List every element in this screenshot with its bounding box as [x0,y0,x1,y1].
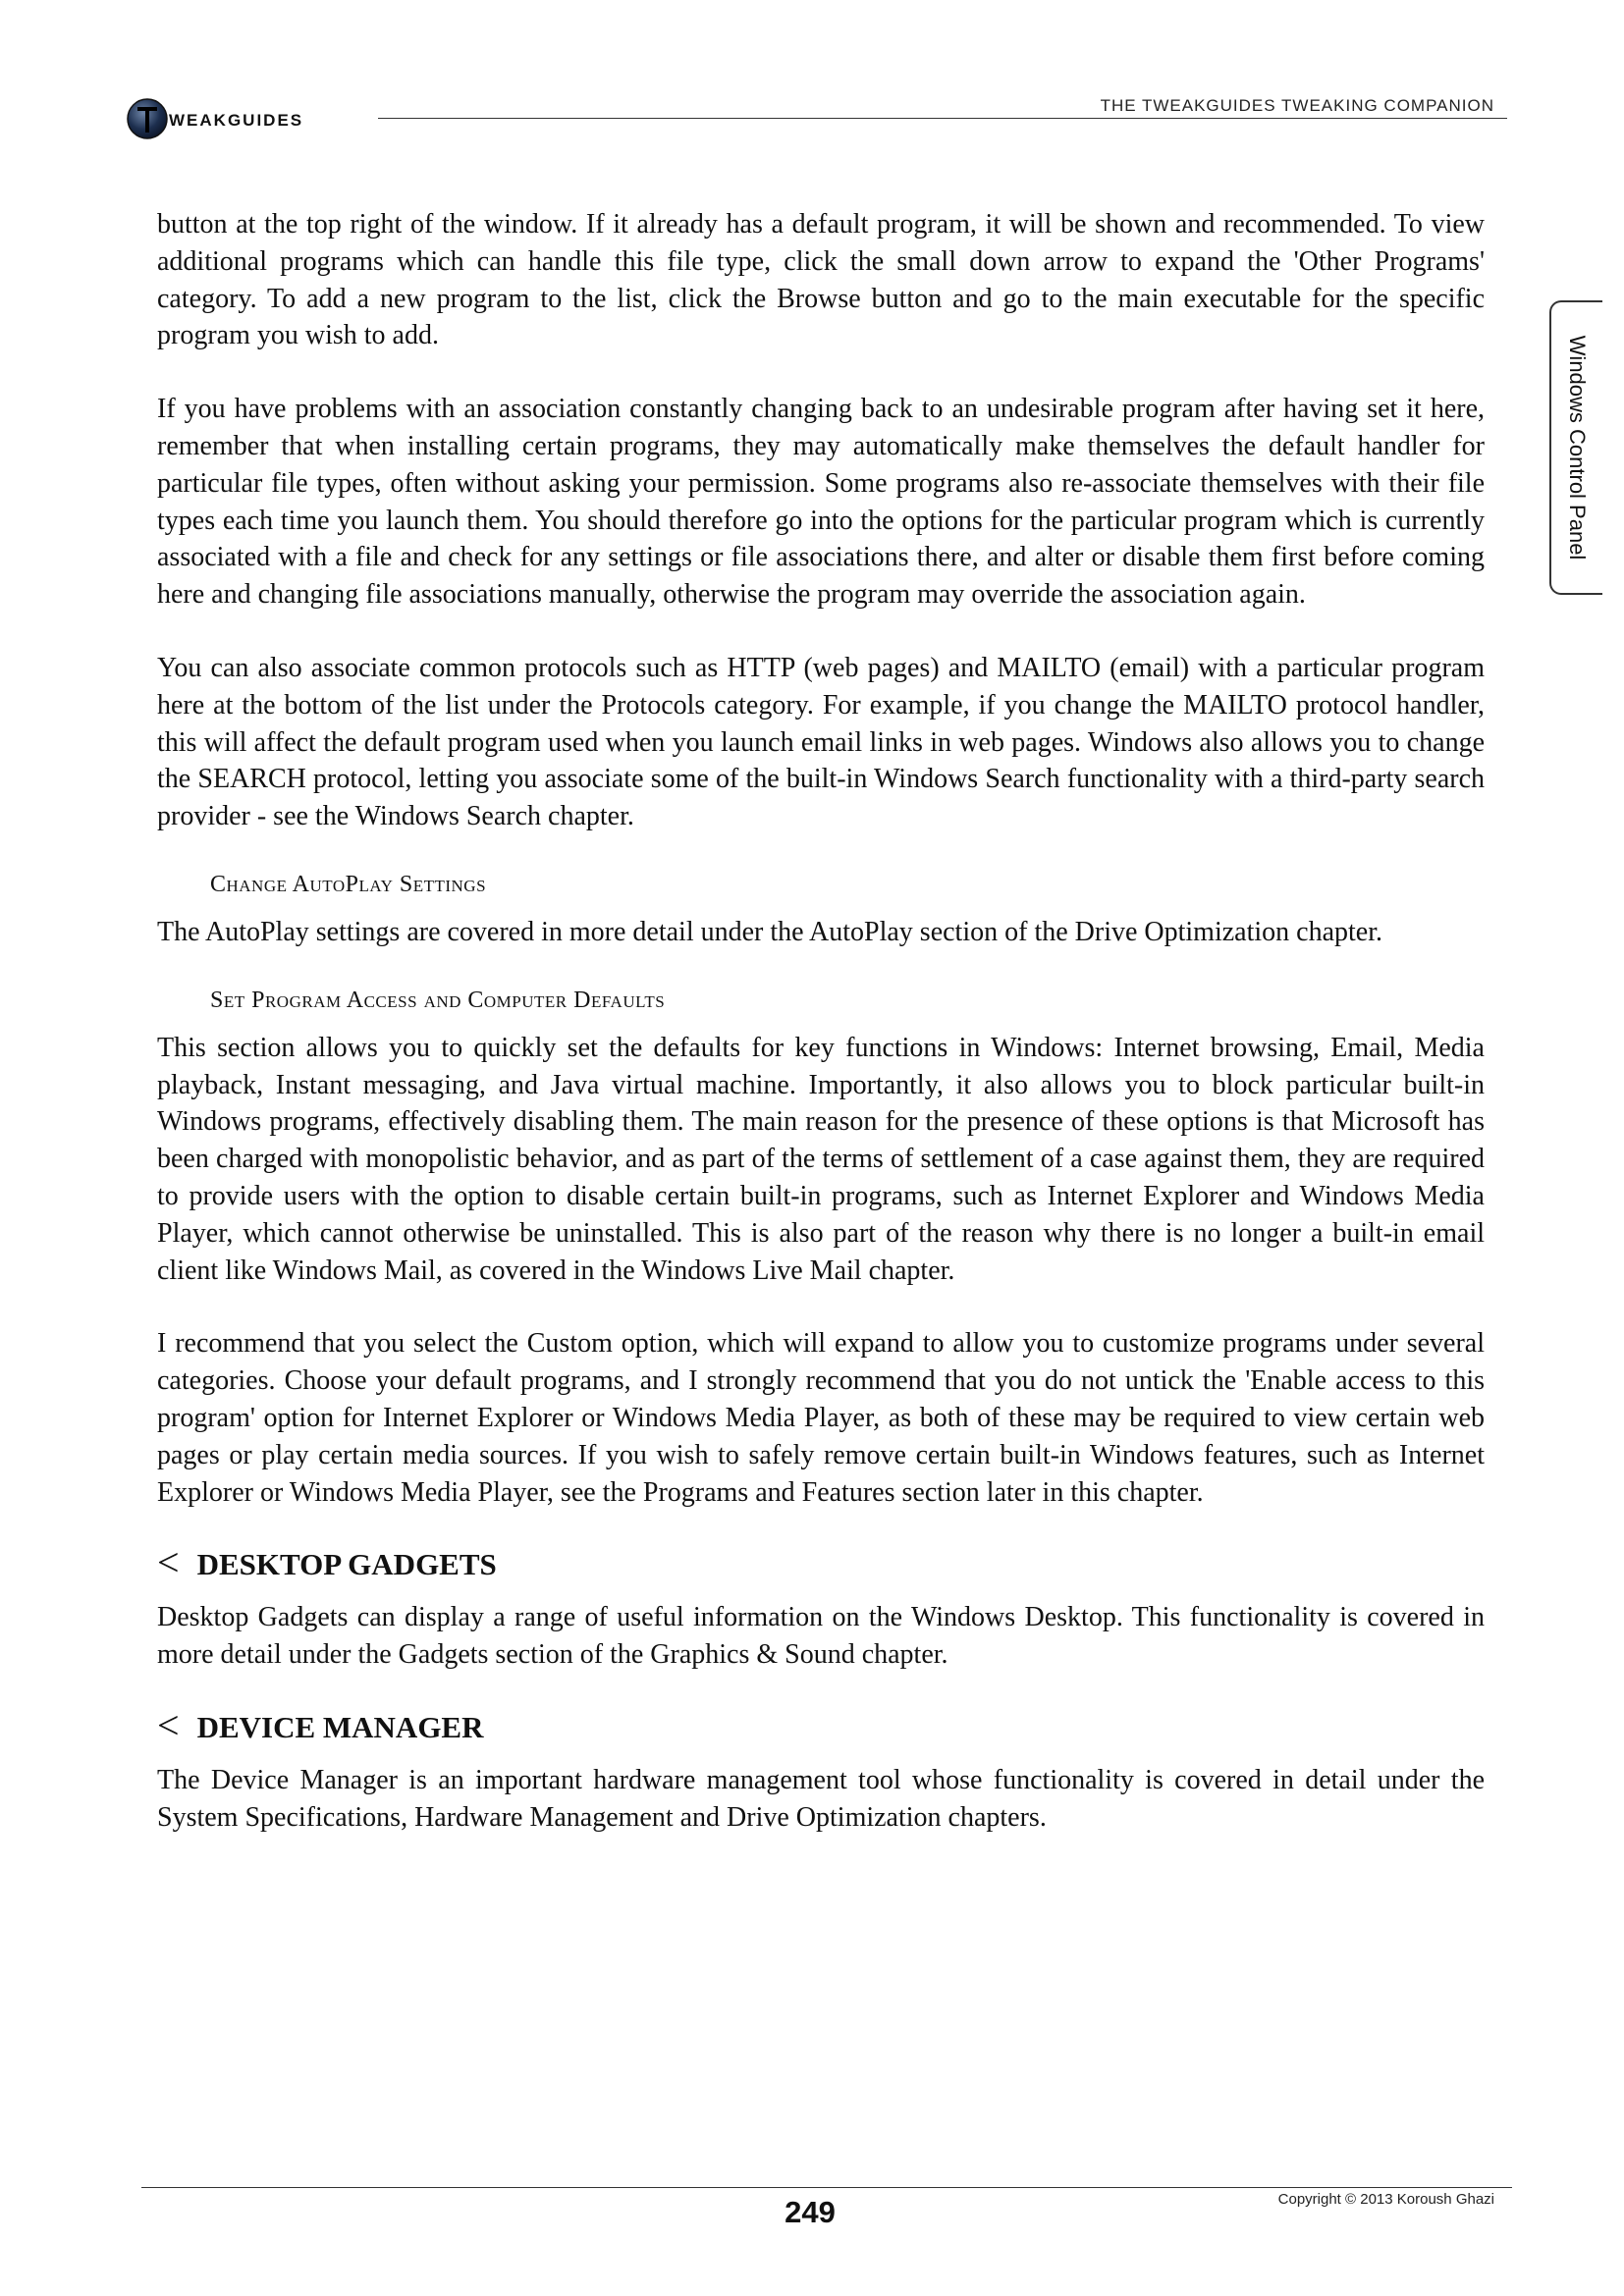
tweakguides-logo [126,96,361,141]
desktop-gadgets-heading [157,1540,1485,1585]
program-access-paragraph: I recommend that you select the Custom option, which will expand to allow you to customize programs under several categories. Choose your default programs, and I strongly recommend that you do not untick the 'Enable access to this program' option for Internet Explorer or Windows Media Player, as both of these may be required to view certain web pages or play certain media sources. If you wish to safely remove certain built-in Windows features, such as Internet Explorer or Windows Media Player, see the Programs and Features section later in this chapter. [157,1328,1485,1508]
paragraph: button at the top right of the window. If it already has a default program, it will be shown and recommended. To view additional programs which can handle this file type, click the small down arrow to expand the 'Other Programs' category. To add a new program to the list, click the Browse button and go to the main executable for the specific program you wish to add. [157,209,1485,351]
chapter-side-tab [1549,300,1602,595]
paragraph: You can also associate common protocols such as HTTP (web pages) and MAILTO (email) with a particular program here at the bottom of the list under the Protocols category. For example, if you change the MAILTO protocol handler, this will affect the default program used when you launch email links in web pages. Windows also allows you to change the SEARCH protocol, letting you associate some of the built-in Windows Search functionality with a third-party search provider - see the Windows Search chapter. [157,652,1485,832]
desktop-gadgets-paragraph: Desktop Gadgets can display a range of useful information on the Windows Desktop. This functionality is covered in more detail under the Gadgets section of the Graphics & Sound chapter. [157,1602,1485,1671]
autoplay-subheading: Change AutoPlay Settings [210,871,487,897]
chevron-left-icon: < [157,1702,180,1747]
section-heading-label: DEVICE MANAGER [196,1709,484,1744]
copyright-notice: Copyright © 2013 Koroush Ghazi [1277,2191,1494,2208]
device-manager-paragraph: The Device Manager is an important hardware management tool whose functionality is covered in detail under the System Specifications, Hardware Management and Drive Optimization chapters. [157,1764,1485,1833]
footer-rule [141,2187,1512,2188]
program-access-subheading: Set Program Access and Computer Defaults [210,987,666,1013]
header-title: THE TWEAKGUIDES TWEAKING COMPANION [1100,96,1494,115]
program-access-paragraph: This section allows you to quickly set the defaults for key functions in Windows: Internet browsing, Email, Media playback, Instant messaging, and Java virtual machine. Importantly, it also allows you to block particular built-in Windows programs, effectively disabling them. The main reason for the presence of these options is that Microsoft has been charged with monopolistic behavior, and as part of the terms of settlement of a case against them, they are required to provide users with the option to disable certain built-in programs, such as Internet Explorer and Windows Media Player, which cannot otherwise be uninstalled. This is also part of the reason why there is no longer a built-in email client like Windows Mail, as covered in the Windows Live Mail chapter. [157,1032,1485,1286]
svg-text:WEAKGUIDES: WEAKGUIDES [169,111,304,130]
paragraph: If you have problems with an association constantly changing back to an undesirable program after having set it here, remember that when installing certain programs, they may automatically make themselves the default handler for particular file types, often without asking your permission. Some programs also re-associate themselves with their file types each time you launch them. You should therefore go into the options for the particular program which is currently associated with a file and check for any settings or file associations there, and alter or disable them first before coming here and changing file associations manually, otherwise the program may override the association again. [157,394,1485,611]
section-heading-label: DESKTOP GADGETS [196,1547,497,1582]
chevron-left-icon: < [157,1540,180,1585]
chapter-side-tab-label: Windows Control Panel [1565,335,1590,561]
page-number: 249 [785,2195,836,2229]
autoplay-paragraph: The AutoPlay settings are covered in more detail under the AutoPlay section of the Drive Optimization chapter. [157,916,1382,947]
page-content [157,206,1485,1873]
header-rule [378,118,1507,119]
device-manager-heading [157,1702,1485,1747]
